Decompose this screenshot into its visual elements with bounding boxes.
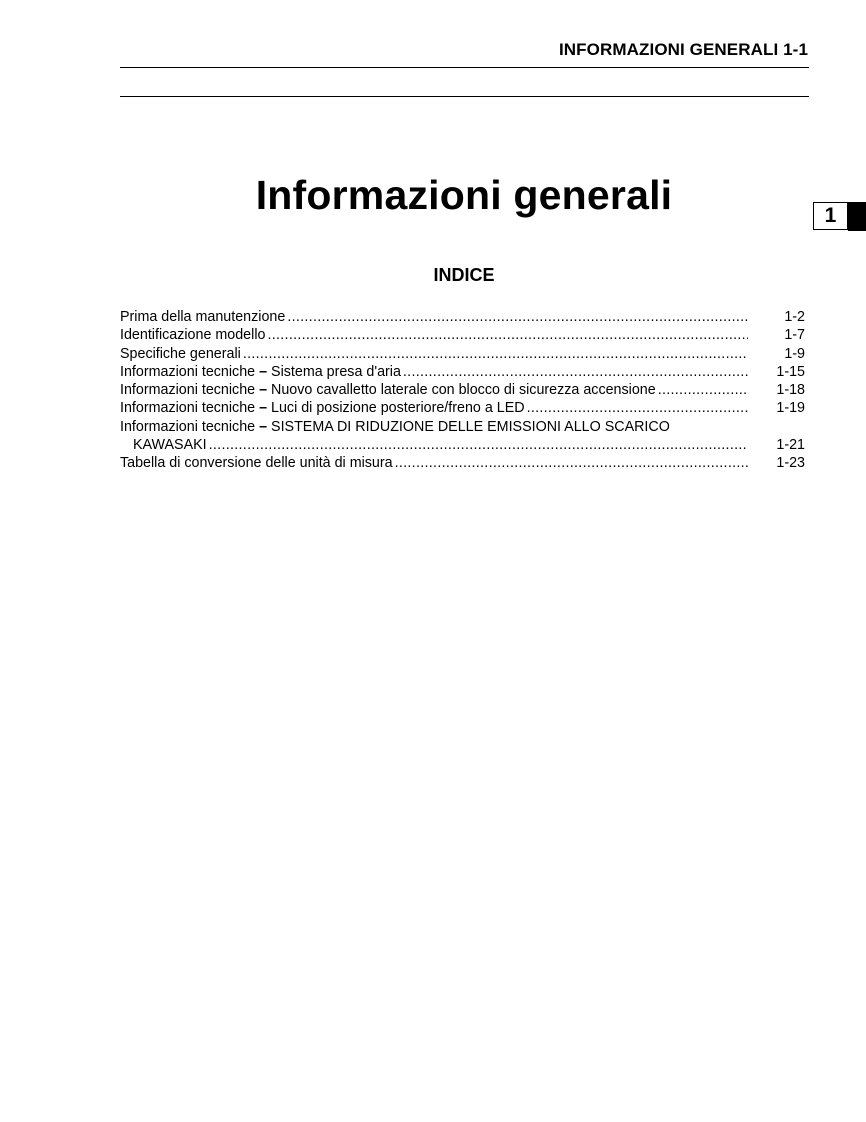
- toc-entry-subtitle: Nuovo cavalletto laterale con blocco di sicurezza accensione: [271, 382, 656, 399]
- toc-entry-prefix: Informazioni tecniche: [120, 418, 256, 435]
- toc-leader: [209, 436, 748, 454]
- chapter-tab-marker: [848, 202, 866, 231]
- chapter-tab: [813, 202, 866, 231]
- toc-page-number: 1-15: [776, 363, 805, 380]
- toc-entry-title: Identificazione modello: [120, 327, 266, 344]
- index-heading: INDICE: [433, 265, 495, 285]
- running-header: INFORMAZIONI GENERALI 1-1: [558, 40, 808, 59]
- toc-leader: [243, 345, 748, 363]
- toc-entry-dash: –: [259, 382, 268, 399]
- toc-page-number: 1-23: [776, 455, 805, 472]
- toc-leader: [527, 399, 748, 417]
- toc-page-number: 1-19: [776, 400, 805, 417]
- header-rule-bottom: [120, 96, 809, 97]
- toc-leader: [658, 381, 748, 399]
- toc-entry-continuation[interactable]: [120, 436, 806, 454]
- toc-entry-title: [120, 381, 656, 399]
- toc-entry-dash: –: [259, 400, 268, 417]
- toc-page-number: 1-18: [776, 382, 805, 399]
- toc-entry-subtitle-continued: KAWASAKI: [133, 437, 207, 454]
- toc-entry[interactable]: [120, 399, 806, 417]
- chapter-tab-number: 1: [813, 202, 848, 230]
- toc-entry-subtitle: SISTEMA DI RIDUZIONE DELLE EMISSIONI ALLO SCARICO: [271, 418, 670, 435]
- toc-entry-title: Specifiche generali: [120, 345, 241, 362]
- toc-entry-title: [120, 363, 401, 381]
- toc-entry[interactable]: [120, 381, 806, 399]
- toc-entry-subtitle: Sistema presa d'aria: [271, 363, 401, 380]
- header-rule-top: [120, 67, 809, 68]
- toc-page-number: 1-2: [784, 309, 805, 325]
- toc-entry[interactable]: [120, 363, 806, 381]
- toc-entry[interactable]: [120, 326, 806, 344]
- toc-page-number: 1-7: [784, 327, 805, 344]
- table-of-contents: [120, 308, 806, 473]
- toc-entry-title: Prima della manutenzione: [120, 309, 286, 325]
- toc-entry[interactable]: [120, 345, 806, 363]
- toc-entry[interactable]: [120, 308, 806, 326]
- chapter-title: Informazioni generali: [255, 172, 673, 218]
- toc-entry-dash: –: [259, 363, 268, 380]
- toc-entry-dash: –: [259, 418, 268, 435]
- toc-leader: [287, 308, 748, 326]
- toc-page-number: 1-21: [776, 437, 805, 454]
- toc-entry-prefix: Informazioni tecniche: [120, 382, 256, 399]
- toc-leader: [403, 363, 748, 381]
- toc-entry[interactable]: [120, 454, 806, 472]
- toc-entry-prefix: Informazioni tecniche: [120, 400, 256, 417]
- toc-entry-title: [120, 418, 670, 436]
- toc-entry-title: Tabella di conversione delle unità di misura: [120, 455, 393, 472]
- toc-entry-title: [120, 399, 525, 417]
- toc-page-number: 1-9: [784, 345, 805, 362]
- toc-leader: [395, 454, 748, 472]
- toc-leader: [267, 326, 748, 344]
- toc-entry-subtitle: Luci di posizione posteriore/freno a LED: [271, 400, 525, 417]
- toc-entry[interactable]: [120, 418, 806, 436]
- toc-entry-prefix: Informazioni tecniche: [120, 363, 256, 380]
